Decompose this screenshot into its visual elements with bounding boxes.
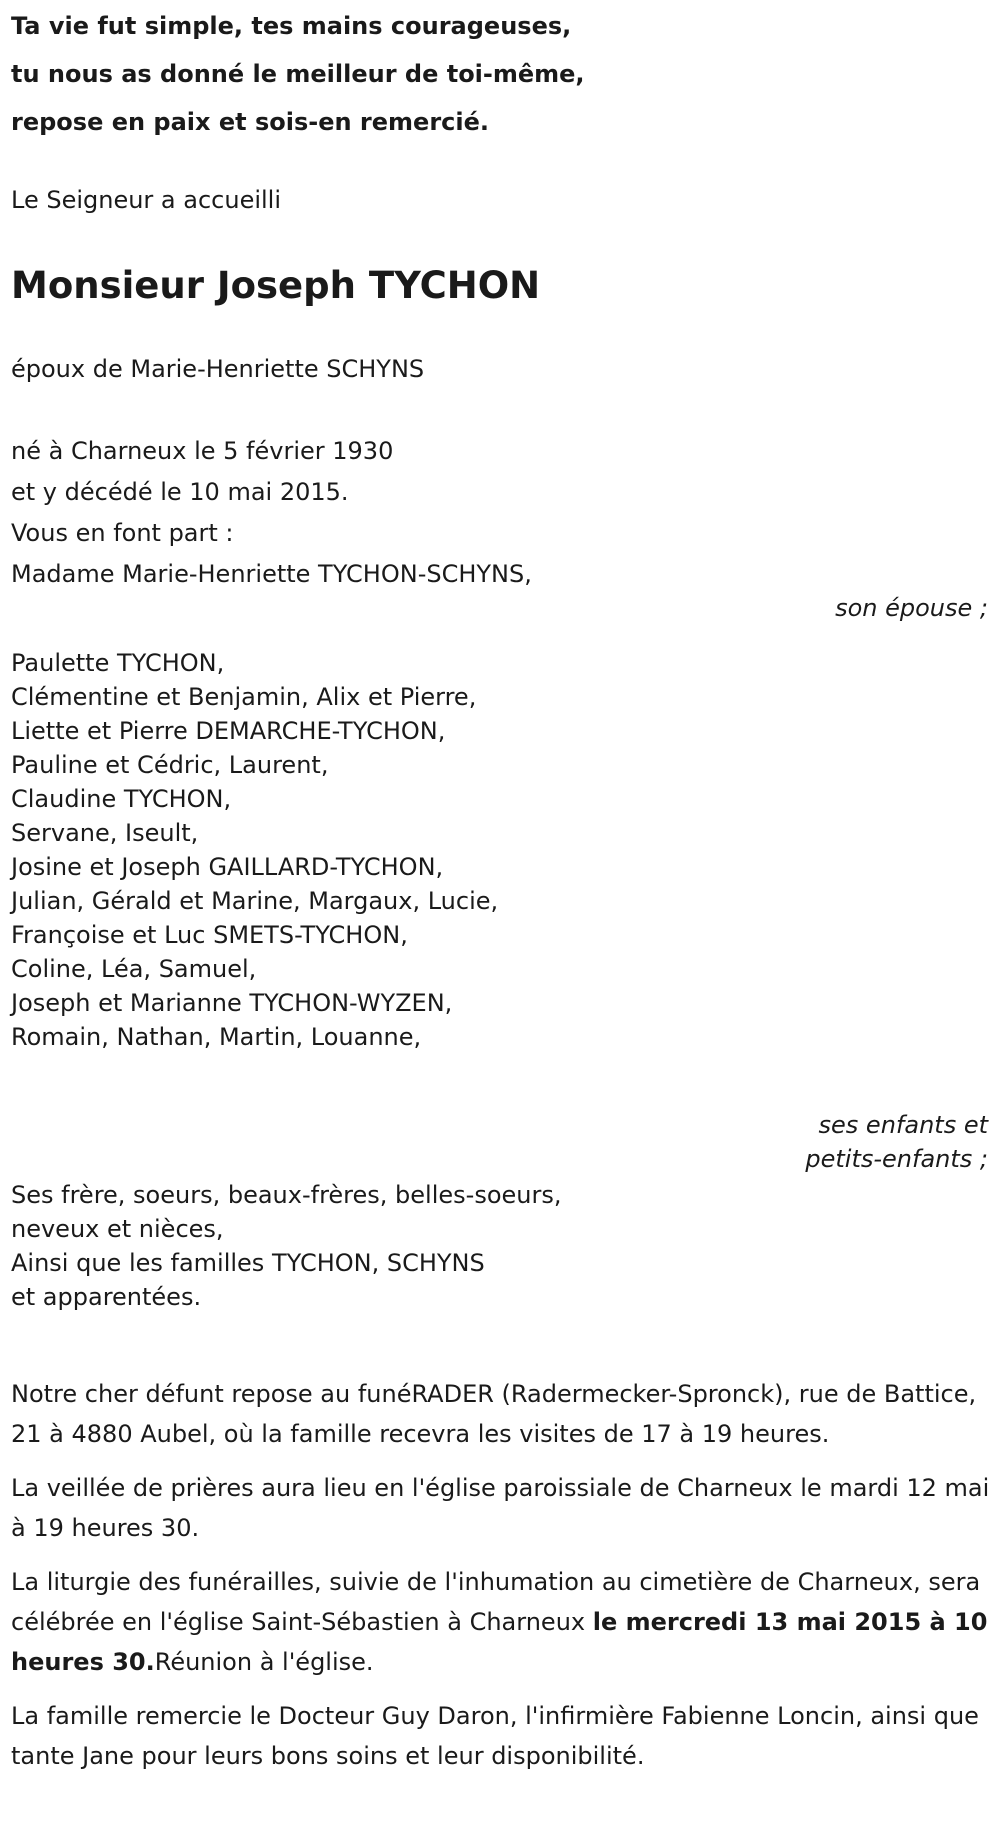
funeral-notice — [11, 1562, 996, 1682]
children-relation-line-2: petits-enfants ; — [805, 1145, 988, 1173]
birth-text: né à Charneux le 5 février 1930 — [11, 437, 394, 465]
children-relation-line-1: ses enfants et — [818, 1111, 988, 1139]
children-list — [11, 646, 996, 1054]
child-line: Claudine TYCHON, — [11, 785, 232, 813]
relatives-list — [11, 1178, 996, 1314]
funeral-date: le mercredi 13 mai 2015 à 10 heures 30. — [11, 1608, 988, 1676]
child-line: Servane, Iseult, — [11, 819, 199, 847]
child-line: Liette et Pierre DEMARCHE-TYCHON, — [11, 717, 446, 745]
child-line: Françoise et Luc SMETS-TYCHON, — [11, 921, 408, 949]
vigil-notice: La veillée de prières aura lieu en l'église paroissiale de Charneux le mardi 12 mai à 19 heures 30. — [11, 1474, 990, 1542]
notices-block — [11, 1374, 996, 1790]
children-relation-block — [11, 1108, 996, 1176]
deceased-name: Monsieur Joseph TYCHON — [11, 264, 541, 307]
spouse-relation: son épouse ; — [835, 594, 988, 622]
birth-block — [11, 431, 996, 595]
child-line: Pauline et Cédric, Laurent, — [11, 751, 329, 779]
relatives-line: neveux et nièces, — [11, 1215, 224, 1243]
name-block — [11, 262, 996, 310]
spouse-of-block — [11, 352, 996, 386]
child-line: Romain, Nathan, Martin, Louanne, — [11, 1023, 422, 1051]
child-line: Julian, Gérald et Marine, Margaux, Lucie, — [11, 887, 499, 915]
child-line: Clémentine et Benjamin, Alix et Pierre, — [11, 683, 477, 711]
child-line: Coline, Léa, Samuel, — [11, 955, 257, 983]
funeral-intro: La liturgie des funérailles, suivie de l'inhumation au cimetière de Charneux, sera célébrée en l'église Saint-Sébastien à Charneux — [11, 1568, 981, 1636]
verse-line-1: Ta vie fut simple, tes mains courageuses, — [11, 12, 572, 40]
verse-block — [11, 2, 996, 146]
relatives-line: Ses frère, soeurs, beaux-frères, belles-soeurs, — [11, 1181, 562, 1209]
spouse-relation-block — [11, 586, 996, 625]
verse-line-3: repose en paix et sois-en remercié. — [11, 108, 490, 136]
spouse-name: Madame Marie-Henriette TYCHON-SCHYNS, — [11, 560, 532, 588]
funeral-outro: Réunion à l'église. — [154, 1648, 374, 1676]
thanks-notice: La famille remercie le Docteur Guy Daron, l'infirmière Fabienne Loncin, ainsi que tante Jane pour leurs bons soins et leur disponibilité. — [11, 1702, 979, 1770]
intro-block — [11, 183, 996, 217]
relatives-line: et apparentées. — [11, 1283, 202, 1311]
spouse-of-text: époux de Marie-Henriette SCHYNS — [11, 355, 425, 383]
death-text: et y décédé le 10 mai 2015. — [11, 478, 349, 506]
child-line: Josine et Joseph GAILLARD-TYCHON, — [11, 853, 444, 881]
intro-text: Le Seigneur a accueilli — [11, 186, 282, 214]
rest-notice: Notre cher défunt repose au funéRADER (Radermecker-Spronck), rue de Battice, 21 à 4880 Aubel, où la famille recevra les visites de 17 à 19 heures. — [11, 1380, 977, 1448]
child-line: Joseph et Marianne TYCHON-WYZEN, — [11, 989, 453, 1017]
relatives-line: Ainsi que les familles TYCHON, SCHYNS — [11, 1249, 485, 1277]
child-line: Paulette TYCHON, — [11, 649, 225, 677]
verse-line-2: tu nous as donné le meilleur de toi-même, — [11, 60, 585, 88]
announce-text: Vous en font part : — [11, 519, 234, 547]
